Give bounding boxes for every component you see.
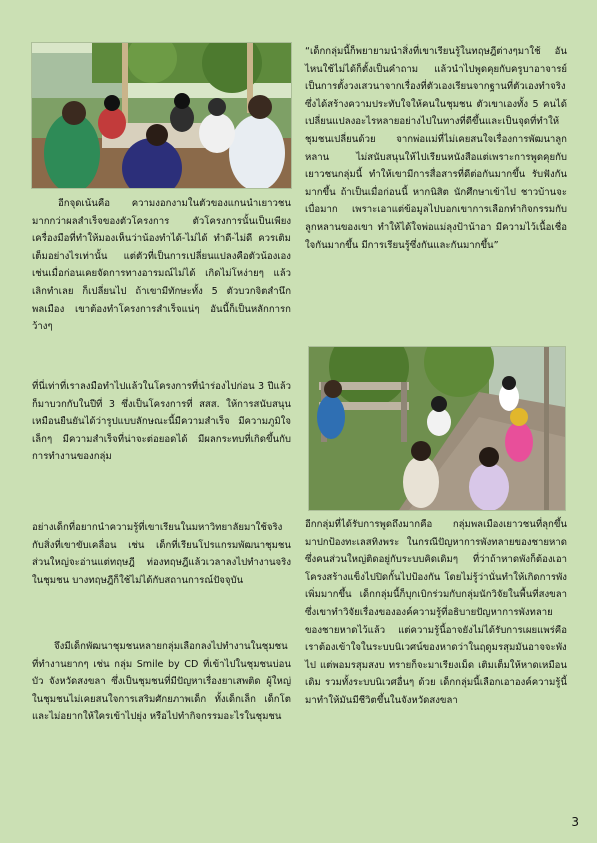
right-quote: “เด็กกลุ่มนี้ก็พยายามนำสิ่งที่เขาเรียนรู้ในทฤษฎีต่างๆมาใช้ อันไหนใช้ไม่ได้ก็ตั้งเป็นคำถาม แล้วนำไปพูดคุยกับครูบาอาจารย์ เป็นการตั้งวงเสวนาจากเรื่องที่ตัวเองเรียนจากฐานที่ตัวเองทำจริง ซึ่งได้สร้างความประทับใจให้คนในชุมชน ตัวเขาเองทั้ง 5 คนได้เปลี่ยนแปลงอะไรหลายอย่างไปในทางที่ดีขึ้นและเป็นจุดที่ทำให้ชุมชนเปลี่ยนด้วย จากพ่อแม่ที่ไม่เคยสนใจเรื่องการพัฒนาลูกหลาน ไม่สนับสนุนให้ไปเรียนหนังสือแต่เพราะการพูดคุยกับเยาวชนกลุ่มนี้ ทำให้เขามีการสื่อสารที่ดีต่อกันมากขึ้น รับฟังกันมากขึ้น ถ้าเป็นเมื่อก่อนนี้ หากนิสิต นักศึกษาเข้าไป ชาวบ้านจะเบื่อมาก เพราะเอาแต่ข้อมูลไปบอกเขาการเลือกทำกิจกรรมกับลูกหลานของเขา ทำให้ได้ใจพ่อแม่ลุงป้าน้าอา มีความไว้เนื้อเชื่อใจกันมากขึ้น มีการเรียนรู้ซึ่งกันและกันมากขึ้น” [305,46,567,251]
left-paragraph-3: อย่างเด็กที่อยากนำความรู้ที่เขาเรียนในมหาวิทยาลัยมาใช้จริงกับสิ่งที่เขาขับเคลื่อน เช่น เด็กที่เรียนโปรแกรมพัฒนาชุมชน ส่วนใหญ่จะอ่านแต่ทฤษฎี ท่องทฤษฎีแล้วเวลาลงไปทำงานจริงในชุมชน บางทฤษฎีก็ใช้ไม่ได้กับสถานการณ์ปัจจุบัน [32,522,291,586]
right-paragraph-2: อีกกลุ่มที่ได้รับการพูดถึงมากคือ กลุ่มพลเมืองเยาวชนที่ลุกขึ้นมาปกป้องทะเลสทิงพระ ในกรณีปัญหาการพังทลายของชายหาด ซึ่งคนส่วนใหญ่ติดอยู่กับระบบคิดเดิมๆ ที่ว่าถ้าหาดพังก็ต้องเอาโครงสร้างแข็งไปปิดกั้นไปป้องกัน โดยไม่รู้ว่านั่นทำให้เกิดการพังเพิ่มมากขึ้น เด็กกลุ่มนี้ก็บุกเบิกร่วมกับกลุ่มนักวิจัยในพื้นที่สงขลา ซึ่งเขาทำวิจัยเรื่องขององค์ความรู้ที่อธิบายปัญหาการพังทลายของชายหาดไว้แล้ว แต่ความรู้นี้อาจยังไม่ได้รับการเผยแพร่คือ เราต้องเข้าใจในระบบนิเวศน์ของหาดว่าในฤดูมรสุมมันอาจจะพังไป แต่พอมรสุมสงบ ทรายก็จะมาเรียงเม็ด เติมเต็มให้หาดเหมือนเดิม รวมทั้งระบบนิเวศอื่นๆ ด้วย เด็กกลุ่มนี้เลือกเอาองค์ความรู้นี้มาทำให้มันมีชีวิตขึ้นในจังหวัดสงขลา [305,519,567,706]
left-paragraph-4: จึงมีเด็กพัฒนาชุมชนหลายกลุ่มเลือกลงไปทำงานในชุมชน ที่ทำงานยากๆ เช่น กลุ่ม Smile by CD ที่เข้าไปในชุมชนบ่อนบัว จังหวัดสงขลา ซึ่งเป็นชุมชนที่มีปัญหาเรื่องยาเสพติด ผู้ใหญ่ในชุมชนไม่เคยสนใจการเสริมศักยภาพเด็ก ทั้งเด็กเล็ก เด็กโตและไม่อยากให้ใครเข้าไปยุ่ง หรือไปทำกิจกรรมอะไรในชุมชน [32,641,291,723]
left-paragraph-2: ที่นี่เท่าที่เราลงมือทำไปแล้วในโครงการที่นำร่องไปก่อน 3 ปีแล้วก็มาบวกกับในปีที่ 3 ซึ่งเป็นโครงการที่ สสส. ให้การสนับสนุน เหมือนยืนยันได้ว่ารูปแบบลักษณะนี้มีความสำเร็จ มีความภูมิใจเล็กๆ มีความสำเร็จที่น่าจะต่อยอดได้ มีผลกระทบที่เกิดขึ้นกับการทำงานของกลุ่ม [32,381,291,463]
photo-group-meeting [32,43,291,188]
left-paragraph-1: อีกจุดเน้นคือ ความงอกงามในตัวของแกนนำเยาวชน มากกว่าผลสำเร็จของตัวโครงการ ตัวโครงการนั้นเป็นเพียงเครื่องมือที่ทำให้มองเห็นว่าน้องทำได้-ไม่ได้ ทำดี-ไม่ดี ควรเติมเต็มอย่างไรเท่านั้น แต่ตัวที่เป็นการเปลี่ยนแปลงคือตัวน้องเอง เช่นเมื่อก่อนเคยจัดการทางอารมณ์ไม่ได้ เกิดไม่โหง่ายๆ แล้วเลิกทำเลย ก็เปลี่ยนไป ถ้าเขามีทักษะทั้ง 5 ตัวบวกจิตสำนึกพลเมือง เขาต้องทำโครงการสำเร็จแน่ๆ อันนี้ก็เป็นหลักการกว้างๆ [32,198,291,333]
photo-boardwalk-group [309,347,565,510]
page-number: 3 [571,815,579,829]
